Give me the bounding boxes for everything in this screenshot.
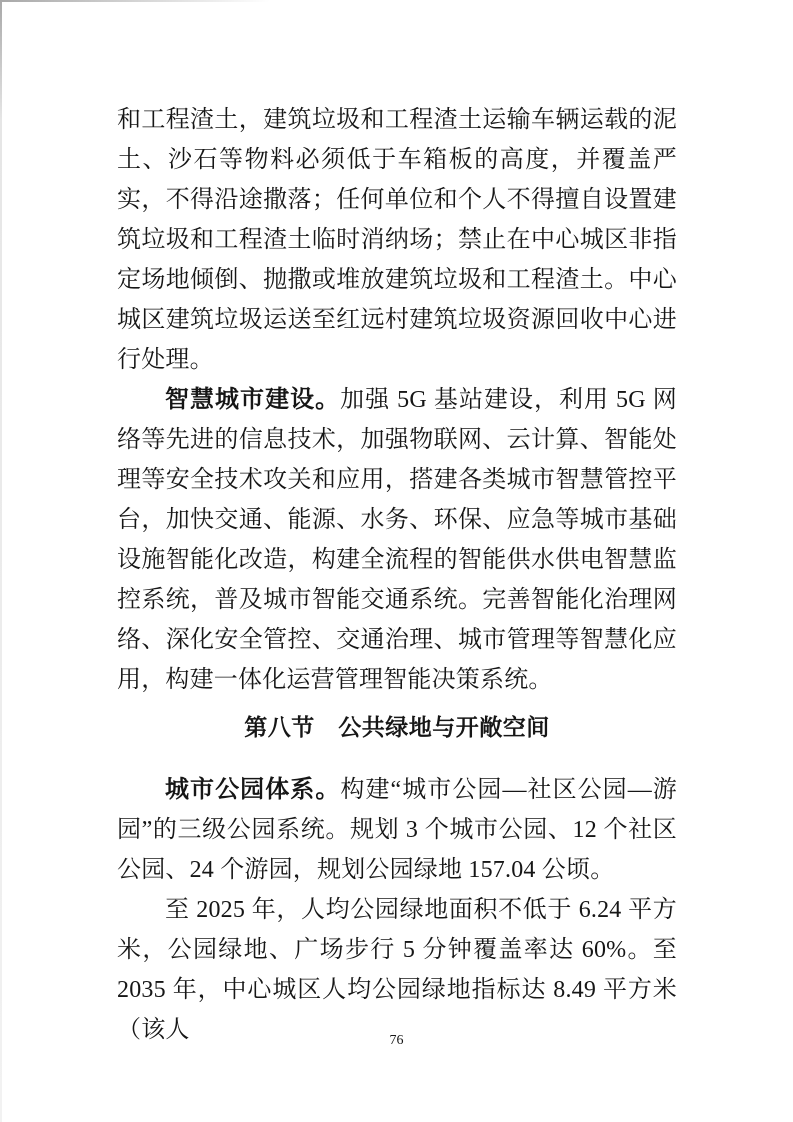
paragraph-park-targets: 至 2025 年，人均公园绿地面积不低于 6.24 平方米，公园绿地、广场步行 5 分钟覆盖率达 60%。至 2035 年，中心城区人均公园绿地指标达 8.49 平方米（该人	[117, 897, 677, 1043]
page-content	[117, 100, 677, 1050]
page-edge-shadow-top	[0, 0, 270, 2]
page-number: 76	[389, 1033, 404, 1048]
paragraph-body-park-system: 构建“城市公园—社区公园—游园”的三级公园系统。规划 3 个城市公园、12 个社区公园、24 个游园，规划公园绿地 157.04 公顷。	[117, 777, 677, 883]
paragraph-construction-waste: 和工程渣土，建筑垃圾和工程渣土运输车辆运载的泥土、沙石等物料必须低于车箱板的高度，并覆盖严实，不得沿途撒落；任何单位和个人不得擅自设置建筑垃圾和工程渣土临时消纳场；禁止在中心城区非指定场地倾倒、抛撒或堆放建筑垃圾和工程渣土。中心城区建筑垃圾运送至红远村建筑垃圾资源回收中心进行处理。	[117, 107, 677, 373]
paragraph-smart-city	[117, 380, 677, 700]
paragraph-lead-park-system: 城市公园体系。	[165, 777, 341, 803]
page-edge-shadow-left	[0, 0, 2, 1122]
section-heading: 第八节 公共绿地与开敞空间	[244, 715, 550, 740]
paragraph-lead-smart-city: 智慧城市建设。	[165, 387, 341, 413]
paragraph-body-smart-city: 加强 5G 基站建设，利用 5G 网络等先进的信息技术，加强物联网、云计算、智能处理等安全技术攻关和应用，搭建各类城市智慧管控平台，加快交通、能源、水务、环保、应急等城市基础设施智能化改造，构建全流程的智能供水供电智慧监控系统，普及城市智能交通系统。完善智能化治理网络、深化安全管控、交通治理、城市管理等智慧化应用，构建一体化运营管理智能决策系统。	[117, 387, 678, 693]
paragraph-park-system	[117, 770, 677, 890]
